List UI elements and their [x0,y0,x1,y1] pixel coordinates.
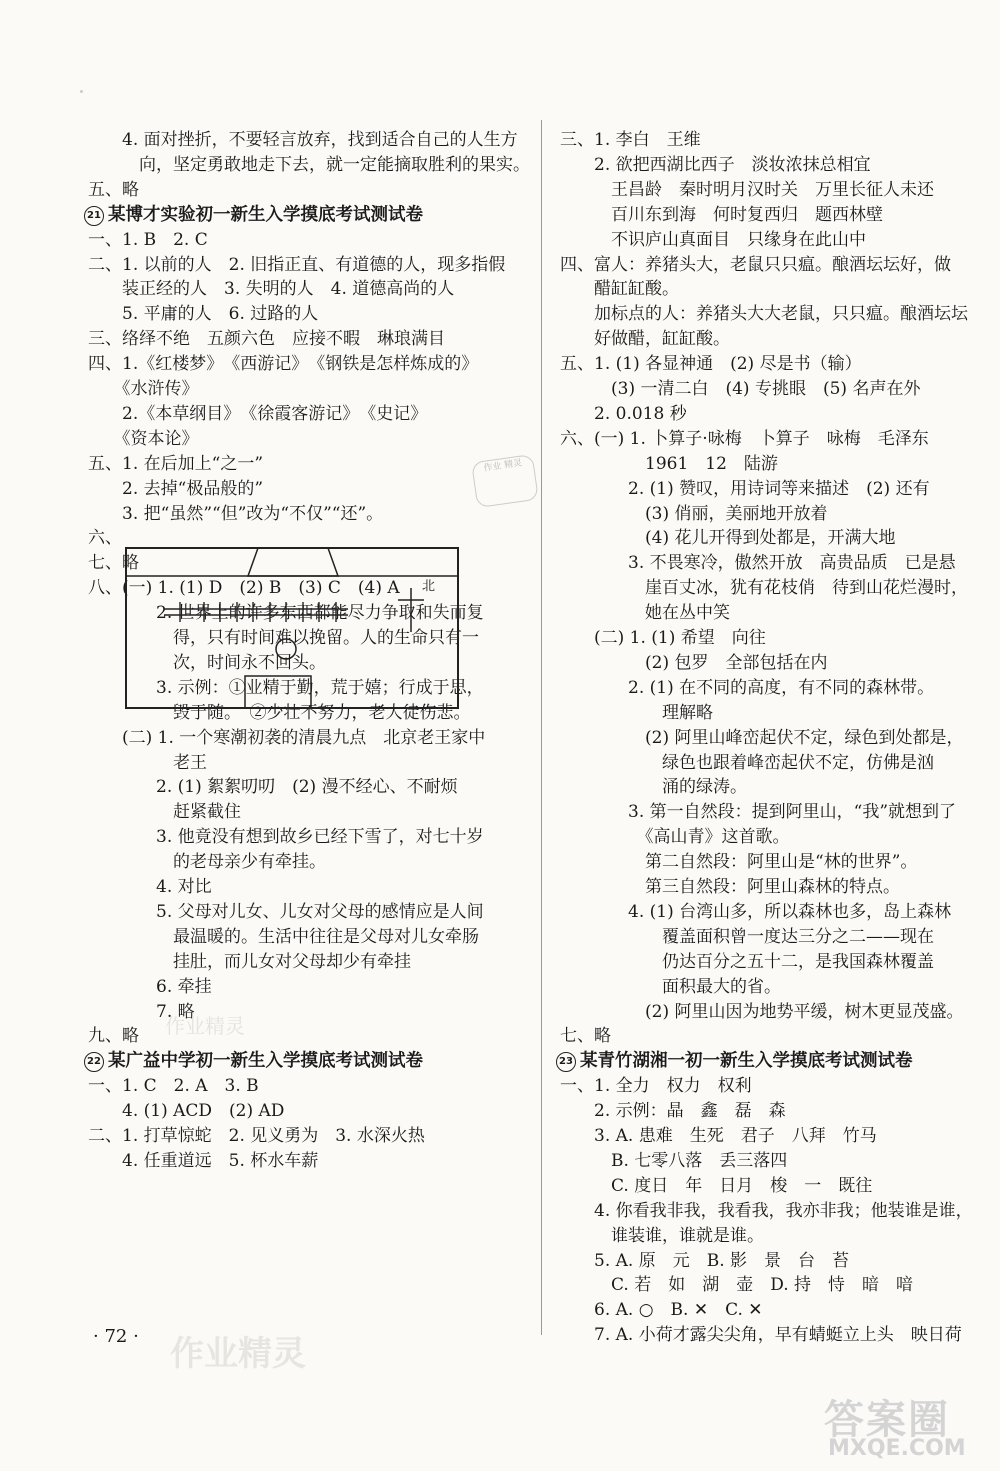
answer-line: 好做醋，缸缸酸。 [560,329,730,350]
answer-line: 不识庐山真面目 只缘身在此山中 [560,229,866,250]
answer-line: 三、络绎不绝 五颜六色 应接不暇 琳琅满目 [88,329,445,350]
answer-line: 的老母亲少有牵挂。 [88,852,326,873]
answer-line: 一、1. B 2. C [88,229,208,250]
answer-line: 7. A. 小荷才露尖尖角，早有蜻蜓立上头 映日荷 [560,1325,962,1346]
answer-line: 加标点的人：养猪头大大老鼠，只只瘟。酿酒坛坛 [560,304,968,325]
answer-line: (4) 花儿开得到处都是，开满大地 [560,528,896,549]
answer-line: 一、1. 全力 权力 权利 [560,1076,752,1097]
answer-line: 五、略 [88,179,139,200]
answer-line: (2) 阿里山峰峦起伏不定，绿色到处都是， [560,727,964,748]
section-number-badge: 21 [84,206,104,226]
campus-outline [126,548,458,708]
answer-line: 向，坚定勇敢地走下去，就一定能摘取胜利的果实。 [88,154,530,175]
answer-line: 6. 牵挂 [88,976,212,997]
answer-line: 第二自然段：阿里山是“林的世界”。 [560,852,918,873]
answer-line: 谁装谁，谁就是谁。 [560,1225,764,1246]
answer-line: 3. 把“虽然”“但”改为“不仅”“还”。 [88,503,384,524]
answer-line: 2. (1) 赞叹，用诗词等来描述 (2) 还有 [560,478,930,499]
answer-line: 第三自然段：阿里山森林的特点。 [560,877,900,897]
section-title: 某青竹湖湘一初一新生入学摸底考试测试卷 [580,1051,913,1072]
answer-line: 次，时间永不回头。 [88,652,326,673]
watermark-mid: 作业精灵 [165,1014,245,1038]
answer-line: 4. (1) 台湾山多，所以森林也多，岛上森林 [560,901,952,922]
answer-line: 2. 欲把西湖比西子 淡妆浓抹总相宜 [560,154,871,175]
answer-line: (3) 一清二白 (4) 专挑眼 (5) 名声在外 [560,379,921,399]
answer-line: 三、1. 李白 王维 [560,130,701,150]
answer-line: 4. 面对挫折，不要轻言放弃，找到适合自己的人生方 [88,130,518,150]
section-title: 某博才实验初一新生入学摸底考试测试卷 [108,204,423,225]
answer-line: 二、1. 打草惊蛇 2. 见义勇为 3. 水深火热 [88,1126,425,1146]
answer-line: 七、略 [560,1026,611,1047]
answer-line: 3. 示例：①业精于勤，荒于嬉；行成于思， [88,677,484,698]
answer-line: C. 若 如 湖 壶 D. 持 恃 暗 喑 [560,1275,914,1296]
answer-line: 五、1. 在后加上“之一” [88,453,264,474]
answer-line: 4. 你看我非我，我看我，我亦非我；他装谁是谁， [560,1200,973,1221]
answer-line: 赶紧截住 [88,802,241,823]
answer-line: 2. 去掉“极品般的” [88,478,264,499]
answer-line: B. 七零八落 丢三落四 [560,1150,788,1171]
answer-line: 四、富人：养猪头大，老鼠只只瘟。酿酒坛坛好，做 [560,254,951,275]
answer-line: 5. 父母对儿女、儿女对父母的感情应是人间 [88,901,484,922]
watermark-bottom: 作业精灵 [170,1334,306,1374]
section-number-badge: 22 [84,1052,104,1072]
answer-line: (二) 1. 一个寒潮初袭的清晨九点 北京老王家中 [88,727,486,748]
answer-line: 五、1. (1) 各显神通 (2) 尽是书（输） [560,354,862,375]
answer-line: 老王 [88,752,207,773]
answer-line: 六、(一) 1. 卜算子·咏梅 卜算子 咏梅 毛泽东 [560,428,929,449]
answer-line: 《资本论》 [88,428,199,449]
school-layout-diagram [120,530,460,710]
answer-line: 2. (1) 絮絮叨叨 (2) 漫不经心、不耐烦 [88,777,458,798]
answer-line: 4. (1) ACD (2) AD [88,1101,285,1122]
answer-line: 装正经的人 3. 失明的人 4. 道德高尚的人 [88,279,455,300]
site-logo [818,1388,988,1462]
answer-line: (二) 1. (1) 希望 向往 [560,628,766,648]
logo-main-text: 答案圈 [824,1397,950,1443]
building-trapezoid [248,548,338,576]
answer-line: 5. 平庸的人 6. 过路的人 [88,304,319,325]
answer-line: 理解略 [560,702,713,723]
answer-line: 醋缸缸酸。 [560,279,679,300]
answer-line: 毁于随。 ②少壮不努力，老大徒伤悲。 [88,702,471,723]
answer-line: 最温暖的。生活中往往是父母对儿女牵肠 [88,926,479,947]
logo-url-text: MXQE.COM [828,1436,966,1461]
answer-line: 四、1.《红楼梦》 《西游记》 《钢铁是怎样炼成的》 [88,354,479,375]
answer-line: 3. 第一自然段：提到阿里山，“我”就想到了 [560,802,957,823]
answer-line: 挂肚，而儿女对父母却少有牵挂 [88,951,411,972]
section-number-badge: 23 [556,1052,576,1072]
answer-line: 2.《本草纲目》 《徐霞客游记》 《史记》 [88,403,428,424]
answer-line: 王昌龄 秦时明月汉时关 万里长征人未还 [560,179,934,200]
answer-line: 4. 对比 [88,877,212,897]
answer-line: 崖百丈冰，犹有花枝俏 待到山花烂漫时， [560,578,968,599]
answer-line: 六、 [88,528,122,549]
answer-line: 九、略 [88,1026,139,1047]
answer-line: 仍达百分之五十二，是我国森林覆盖 [560,951,934,972]
answer-line: 3. 不畏寒冷，傲然开放 高贵品质 已是悬 [560,553,956,574]
north-arrow [398,588,424,632]
answer-line: 2. 0.018 秒 [560,403,687,424]
answer-line: (3) 俏丽，美丽地开放着 [560,503,828,524]
stamp-text: 作业 精灵 [482,458,523,474]
answer-line: 七、略 [88,553,139,574]
section-heading [556,1049,913,1073]
answer-line: 面积最大的省。 [560,976,781,997]
tree-row [164,602,348,622]
answer-line: 她在丛中笑 [560,603,730,624]
section-heading [84,203,423,227]
answer-line: 百川东到海 何时复西归 题西林壁 [560,204,883,225]
answer-line: 4. 任重道远 5. 杯水车薪 [88,1150,319,1171]
column-divider [541,120,542,1335]
answer-line: 6. A. ○ B. ✕ C. ✕ [560,1300,763,1321]
answer-line: C. 度日 年 日月 梭 一 既往 [560,1175,873,1196]
answer-line: 2. 世界上的许多东西都能尽力争取和失而复 [88,603,484,624]
section-title: 某广益中学初一新生入学摸底考试测试卷 [108,1051,423,1072]
flagpole-circle [276,639,296,659]
section-heading [84,1049,423,1073]
answer-line: 绿色也跟着峰峦起伏不定，仿佛是汹 [560,752,934,773]
gate-rect [245,676,311,708]
answer-line: 2. (1) 在不同的高度，有不同的森林带。 [560,677,935,698]
answer-line: 3. 他竟没有想到故乡已经下雪了，对七十岁 [88,827,484,848]
answer-line: 2. 示例：晶 鑫 磊 森 [560,1101,786,1122]
scan-speck [80,90,83,93]
answer-line: 《高山青》这首歌。 [560,827,790,848]
answer-line: 3. A. 患难 生死 君子 八拜 竹马 [560,1126,877,1146]
answer-line: 得，只有时间难以挽留。人的生命只有一 [88,628,479,648]
answer-line: 《水浒传》 [88,379,199,399]
page-number: · 72 · [93,1326,139,1347]
answer-line: 二、1. 以前的人 2. 旧指正直、有道德的人，现多指假 [88,254,506,275]
north-label: 北 [422,579,436,594]
answer-line: 八、(一) 1. (1) D (2) B (3) C (4) A [88,578,400,599]
answer-line: 覆盖面积曾一度达三分之二——现在 [560,926,934,947]
answer-line: 5. A. 原 元 B. 影 景 台 苔 [560,1250,850,1271]
stamp-mark [471,454,539,508]
answer-line: 7. 略 [88,1001,195,1022]
answer-line: (2) 阿里山因为地势平缓，树木更显茂盛。 [560,1001,964,1022]
answer-line: 一、1. C 2. A 3. B [88,1076,259,1097]
answer-line: (2) 包罗 全部包括在内 [560,652,828,673]
answer-line: 涌的绿涛。 [560,777,747,798]
answer-line: 1961 12 陆游 [560,453,778,474]
